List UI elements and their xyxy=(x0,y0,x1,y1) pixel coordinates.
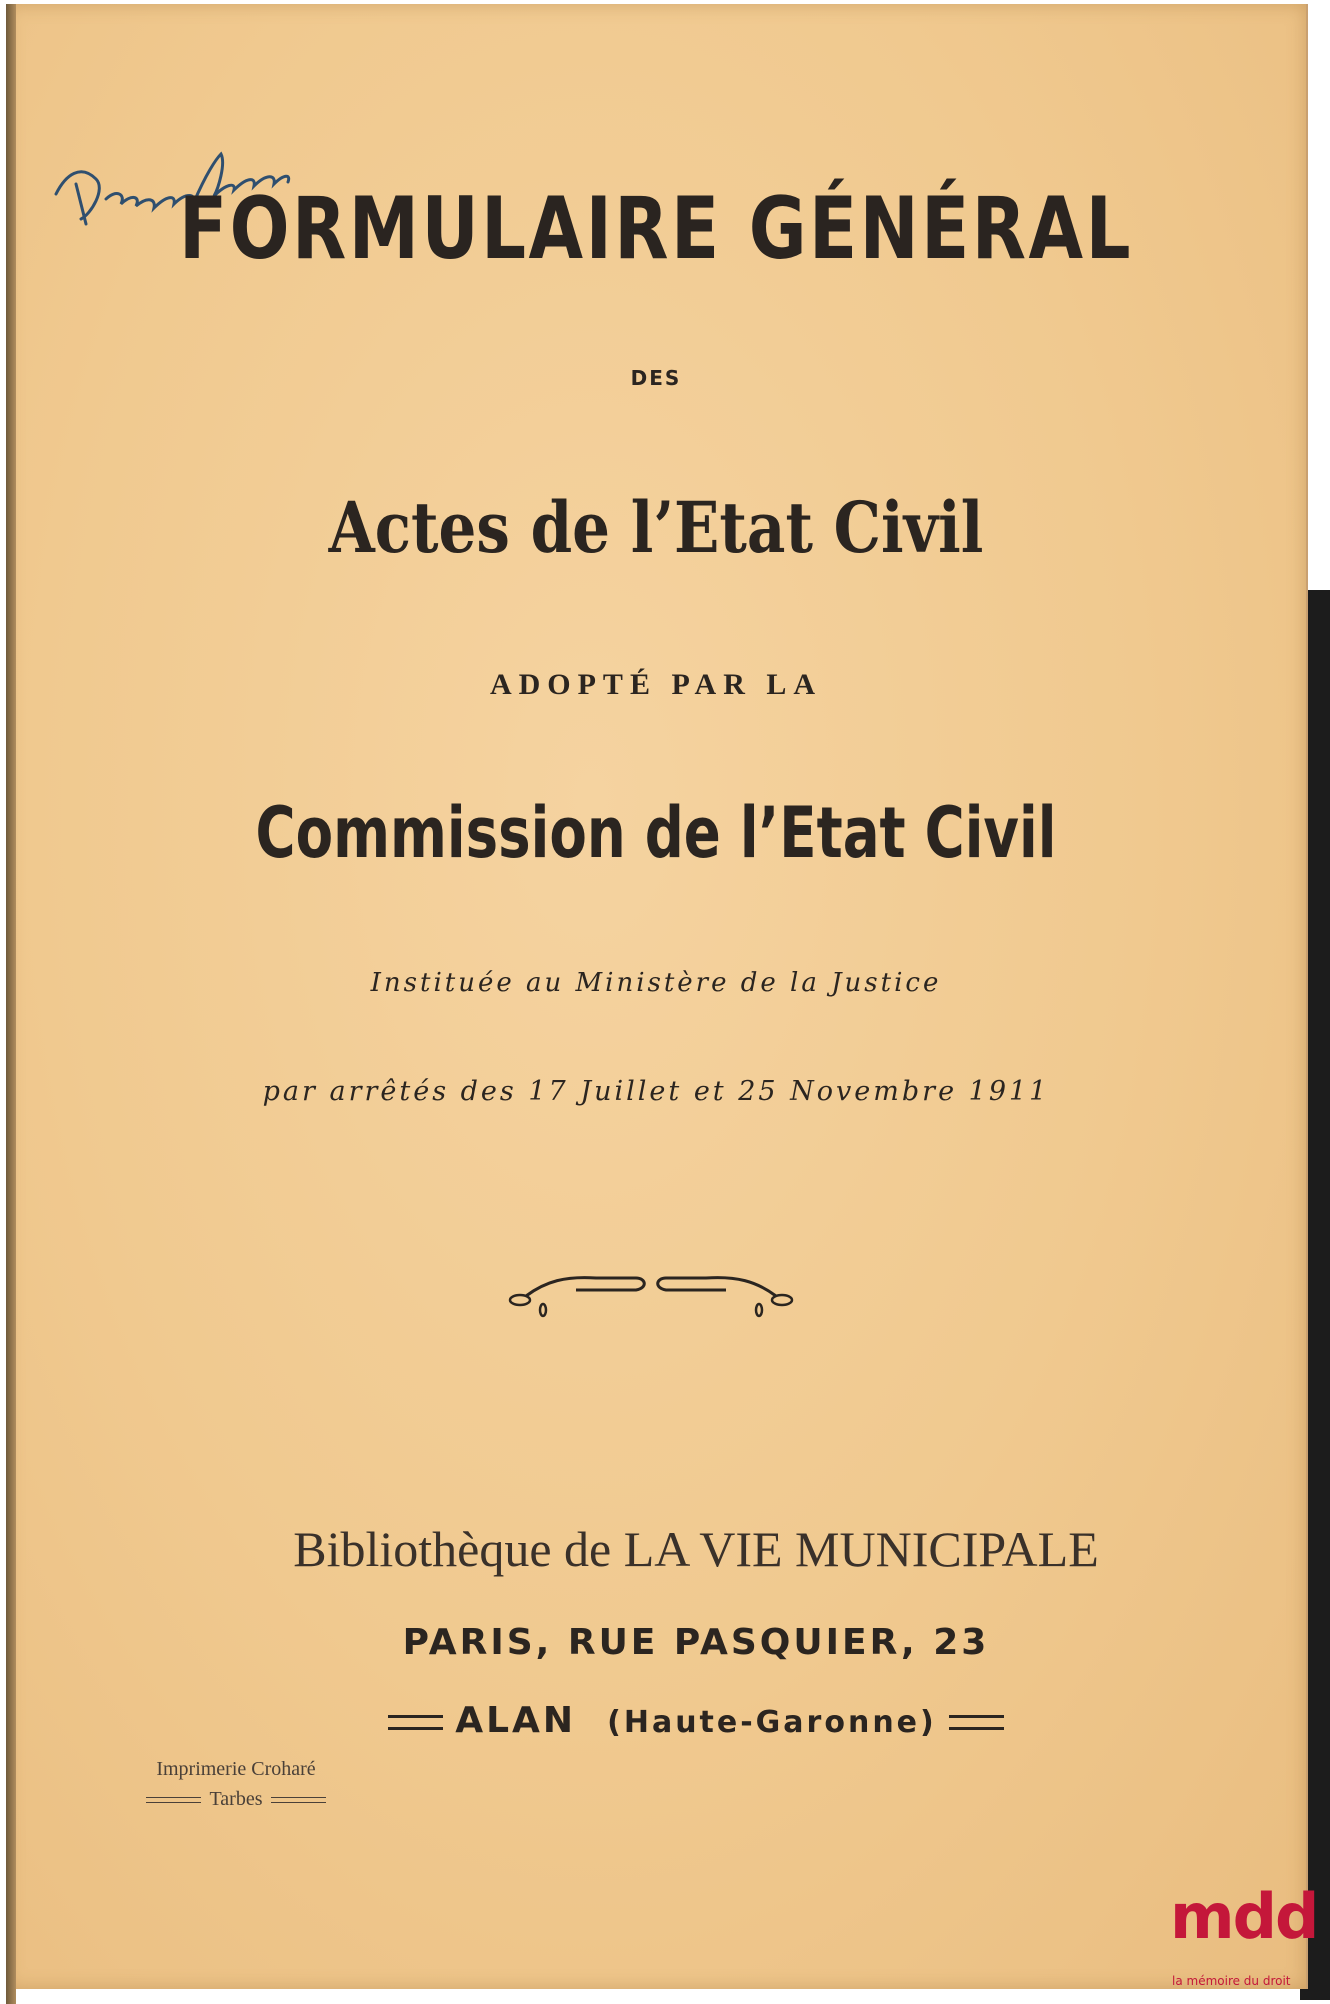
document-title: FORMULAIRE GÉNÉRAL xyxy=(179,179,1133,279)
document-subject: Actes de l’Etat Civil xyxy=(328,486,984,569)
mdd-tagline: la mémoire du droit xyxy=(1172,1974,1291,1988)
double-rule-left xyxy=(388,1715,443,1730)
printer-city-line xyxy=(116,1784,356,1814)
publisher-city: ALAN xyxy=(455,1700,577,1741)
publisher-line: Bibliothèque de LA VIE MUNICIPALE xyxy=(293,1521,1099,1577)
mdd-logo-text: mdd xyxy=(1170,1880,1318,1953)
document-page xyxy=(6,4,1308,1989)
publisher-address: PARIS, RUE PASQUIER, 23 xyxy=(402,1622,990,1663)
printer-name: Imprimerie Croharé xyxy=(156,1758,316,1780)
mdd-logo xyxy=(1170,1880,1330,2000)
rule-left xyxy=(146,1797,201,1803)
rule-right xyxy=(271,1797,326,1803)
printer-imprint xyxy=(116,1754,356,1814)
decree-dates-line: par arrêtés des 17 Juillet et 25 Novembre 1911 xyxy=(262,1076,1050,1107)
publisher-region: (Haute-Garonne) xyxy=(607,1705,937,1740)
printer-city: Tarbes xyxy=(209,1788,263,1810)
publisher-city-line xyxy=(46,1700,1330,1741)
title-connector: DES xyxy=(630,366,682,390)
double-rule-right xyxy=(949,1715,1004,1730)
page-binding-edge xyxy=(6,4,16,2004)
institution-line: Instituée au Ministère de la Justice xyxy=(370,968,942,998)
commission-name: Commission de l’Etat Civil xyxy=(255,792,1057,874)
adopted-by-line: ADOPTÉ PAR LA xyxy=(489,668,823,701)
decorative-ornament xyxy=(506,1266,796,1326)
